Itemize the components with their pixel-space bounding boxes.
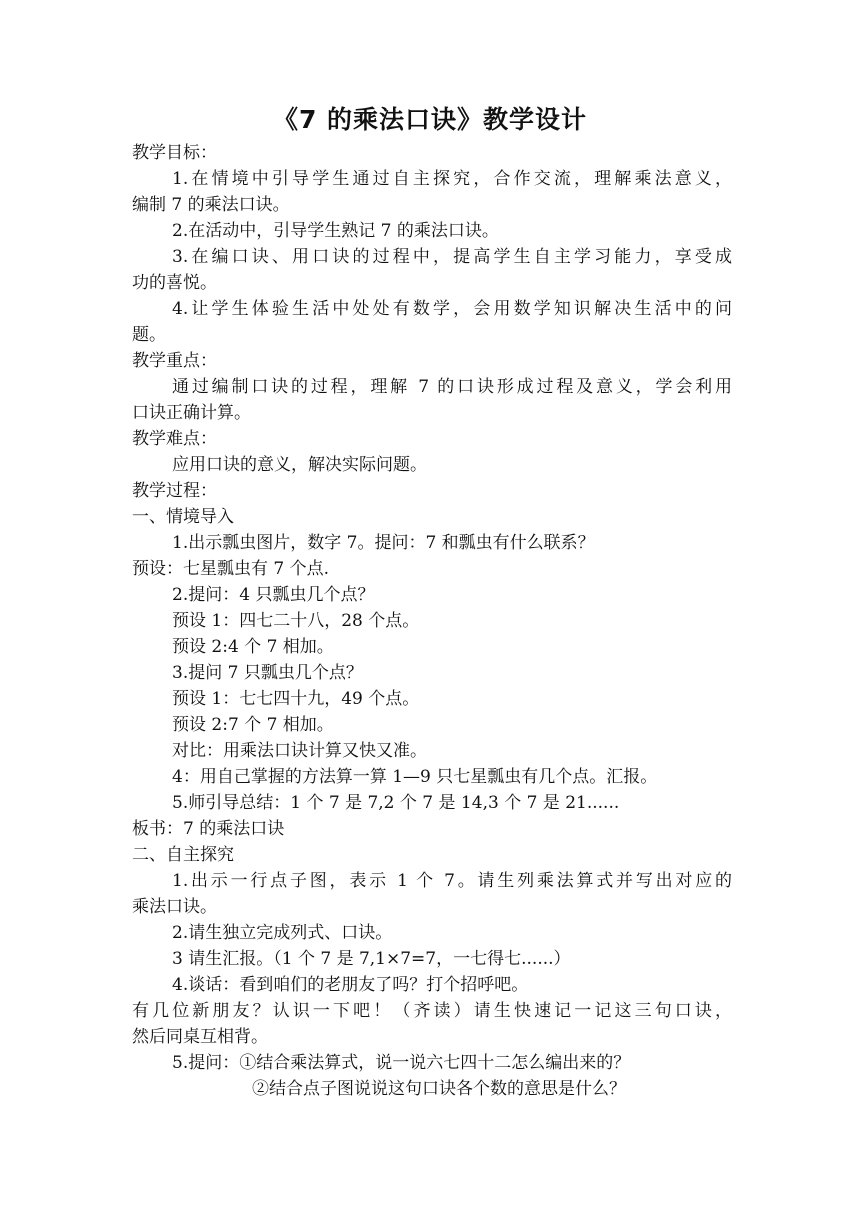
paragraph-line: 功的喜悦。 xyxy=(132,273,217,293)
paragraph-line: 通过编制口诀的过程，理解 7 的口诀形成过程及意义，学会利用 xyxy=(172,377,732,397)
paragraph-line: 预设 2:7 个 7 相加。 xyxy=(172,715,334,735)
paragraph-line: 乘法口诀。 xyxy=(132,897,217,917)
paragraph-line: 预设 2:4 个 7 相加。 xyxy=(172,637,334,657)
paragraph-line: 预设：七星瓢虫有 7 个点. xyxy=(132,559,330,579)
document-body xyxy=(132,140,732,1102)
paragraph-line: 3.在编口诀、用口诀的过程中，提高学生自主学习能力，享受成 xyxy=(172,247,732,267)
paragraph-line: 板书：7 的乘法口诀 xyxy=(132,819,285,839)
paragraph-line: 4.让学生体验生活中处处有数学，会用数学知识解决生活中的问 xyxy=(172,299,732,319)
section-heading-key-points: 教学重点： xyxy=(132,351,217,371)
paragraph-line: 预设 1：七七四十九，49 个点。 xyxy=(172,689,420,709)
section-heading-difficulties: 教学难点： xyxy=(132,429,217,449)
paragraph-line: 1.在情境中引导学生通过自主探究，合作交流，理解乘法意义， xyxy=(172,169,732,189)
subsection-heading: 二、自主探究 xyxy=(132,845,234,865)
section-heading-objectives: 教学目标： xyxy=(132,143,217,163)
paragraph-line: 2.提问：4 只瓢虫几个点？ xyxy=(172,585,375,605)
paragraph-line: 1.出示一行点子图，表示 1 个 7。请生列乘法算式并写出对应的 xyxy=(172,871,732,891)
paragraph-line: 2.请生独立完成列式、口诀。 xyxy=(172,923,393,943)
paragraph-line: 1.出示瓢虫图片，数字 7。提问：7 和瓢虫有什么联系？ xyxy=(172,533,595,553)
paragraph-line: 有几位新朋友？认识一下吧！（齐读）请生快速记一记这三句口诀， xyxy=(132,1001,732,1021)
paragraph-line: 4：用自己掌握的方法算一算 1—9 只七星瓢虫有几个点。汇报。 xyxy=(172,767,658,787)
paragraph-line: 应用口诀的意义，解决实际问题。 xyxy=(172,455,427,475)
paragraph-line: 2.在活动中，引导学生熟记 7 的乘法口诀。 xyxy=(172,221,499,241)
paragraph-line: 编制 7 的乘法口诀。 xyxy=(132,195,290,215)
paragraph-line: ②结合点子图说说这句口诀各个数的意思是什么？ xyxy=(252,1079,626,1099)
paragraph-line: 4.谈话：看到咱们的老朋友了吗？打个招呼吧。 xyxy=(172,975,529,995)
paragraph-line: 预设 1：四七二十八，28 个点。 xyxy=(172,611,420,631)
paragraph-line: 对比：用乘法口诀计算又快又准。 xyxy=(172,741,427,761)
paragraph-line: 口诀正确计算。 xyxy=(132,403,251,423)
paragraph-line: 然后同桌互相背。 xyxy=(132,1027,268,1047)
paragraph-line: 5.提问：①结合乘法算式，说一说六七四十二怎么编出来的？ xyxy=(172,1053,631,1073)
document-title: 《7 的乘法口诀》教学设计 xyxy=(272,105,588,134)
paragraph-line: 5.师引导总结：1 个 7 是 7,2 个 7 是 14,3 个 7 是 21...... xyxy=(172,793,620,813)
paragraph-line: 3 请生汇报。（1 个 7 是 7,1×7=7，一七得七......） xyxy=(172,949,571,969)
subsection-heading: 一、情境导入 xyxy=(132,507,234,527)
paragraph-line: 3.提问 7 只瓢虫几个点？ xyxy=(172,663,363,683)
paragraph-line: 题。 xyxy=(132,325,166,345)
section-heading-process: 教学过程： xyxy=(132,481,217,501)
